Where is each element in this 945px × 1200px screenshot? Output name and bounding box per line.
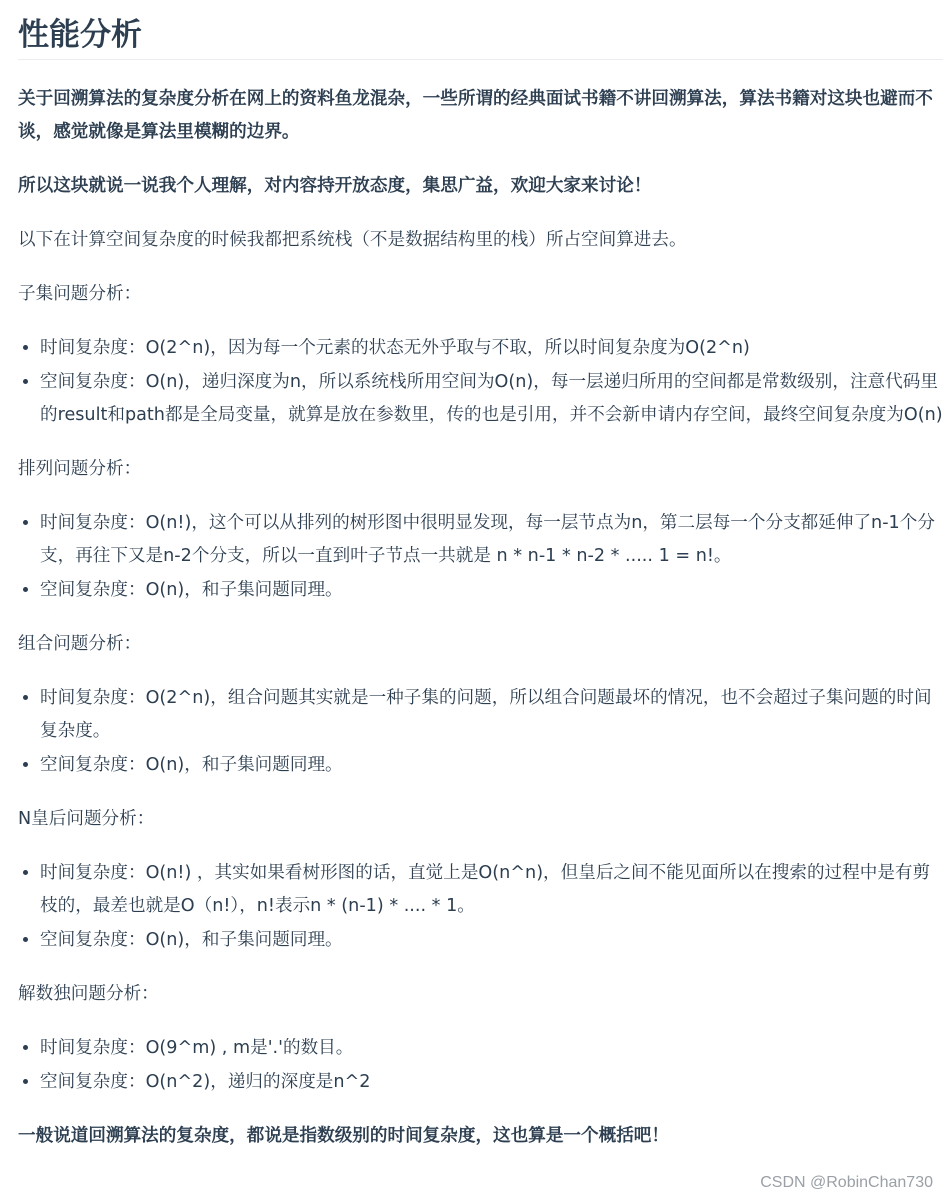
section-heading: N皇后问题分析： [18, 809, 155, 829]
list-item: • 时间复杂度：O(2^n)，因为每一个元素的状态无外乎取与不取，所以时间复杂度为O(2^n) [40, 332, 943, 365]
list-item: • 时间复杂度：O(9^m) , m是'.'的数目。 [40, 1032, 943, 1065]
bullet-list [18, 507, 943, 607]
bullet-list [18, 1032, 943, 1099]
page-title: 性能分析 [18, 0, 943, 60]
intro-paragraph: 关于回溯算法的复杂度分析在网上的资料鱼龙混杂，一些所谓的经典面试书籍不讲回溯算法，算法书籍对这块也避而不谈，感觉就像是算法里模糊的边界。 [18, 89, 933, 142]
section-heading: 排列问题分析： [18, 459, 142, 479]
bullet-list [18, 857, 943, 957]
list-item: • 空间复杂度：O(n)，和子集问题同理。 [40, 924, 943, 957]
section-heading: 组合问题分析： [18, 634, 142, 654]
list-item: • 时间复杂度：O(2^n)，组合问题其实就是一种子集的问题，所以组合问题最坏的情况，也不会超过子集问题的时间复杂度。 [40, 682, 943, 748]
bullet-list [18, 682, 943, 782]
section-heading: 解数独问题分析： [18, 984, 159, 1004]
list-item: • 空间复杂度：O(n^2)，递归的深度是n^2 [40, 1066, 943, 1099]
list-item: • 空间复杂度：O(n)，和子集问题同理。 [40, 574, 943, 607]
conclusion: 一般说道回溯算法的复杂度，都说是指数级别的时间复杂度，这也算是一个概括吧！ [18, 1126, 669, 1146]
list-item: • 空间复杂度：O(n)，和子集问题同理。 [40, 749, 943, 782]
intro-paragraph: 以下在计算空间复杂度的时候我都把系统栈（不是数据结构里的栈）所占空间算进去。 [18, 230, 687, 250]
list-item: • 空间复杂度：O(n)，递归深度为n，所以系统栈所用空间为O(n)，每一层递归所用的空间都是常数级别，注意代码里的result和path都是全局变量，就算是放在参数里，传的也是引用，并不会新申请内存空间，最终空间复杂度为O(n) [40, 366, 943, 432]
article [18, 0, 943, 1174]
list-item: • 时间复杂度：O(n!)，这个可以从排列的树形图中很明显发现，每一层节点为n，第二层每一个分支都延伸了n-1个分支，再往下又是n-2个分支，所以一直到叶子节点一共就是 n * n-1 * n-2 * ..... 1 = n!。 [40, 507, 943, 573]
intro-paragraph: 所以这块就说一说我个人理解，对内容持开放态度，集思广益，欢迎大家来讨论！ [18, 176, 652, 196]
list-item: • 时间复杂度：O(n!) ，其实如果看树形图的话，直觉上是O(n^n)，但皇后之间不能见面所以在搜索的过程中是有剪枝的，最差也就是O（n!），n!表示n * (n-1) * .... * 1。 [40, 857, 943, 923]
watermark: CSDN @RobinChan730 [760, 1174, 933, 1191]
section-heading: 子集问题分析： [18, 284, 142, 304]
bullet-list [18, 332, 943, 432]
